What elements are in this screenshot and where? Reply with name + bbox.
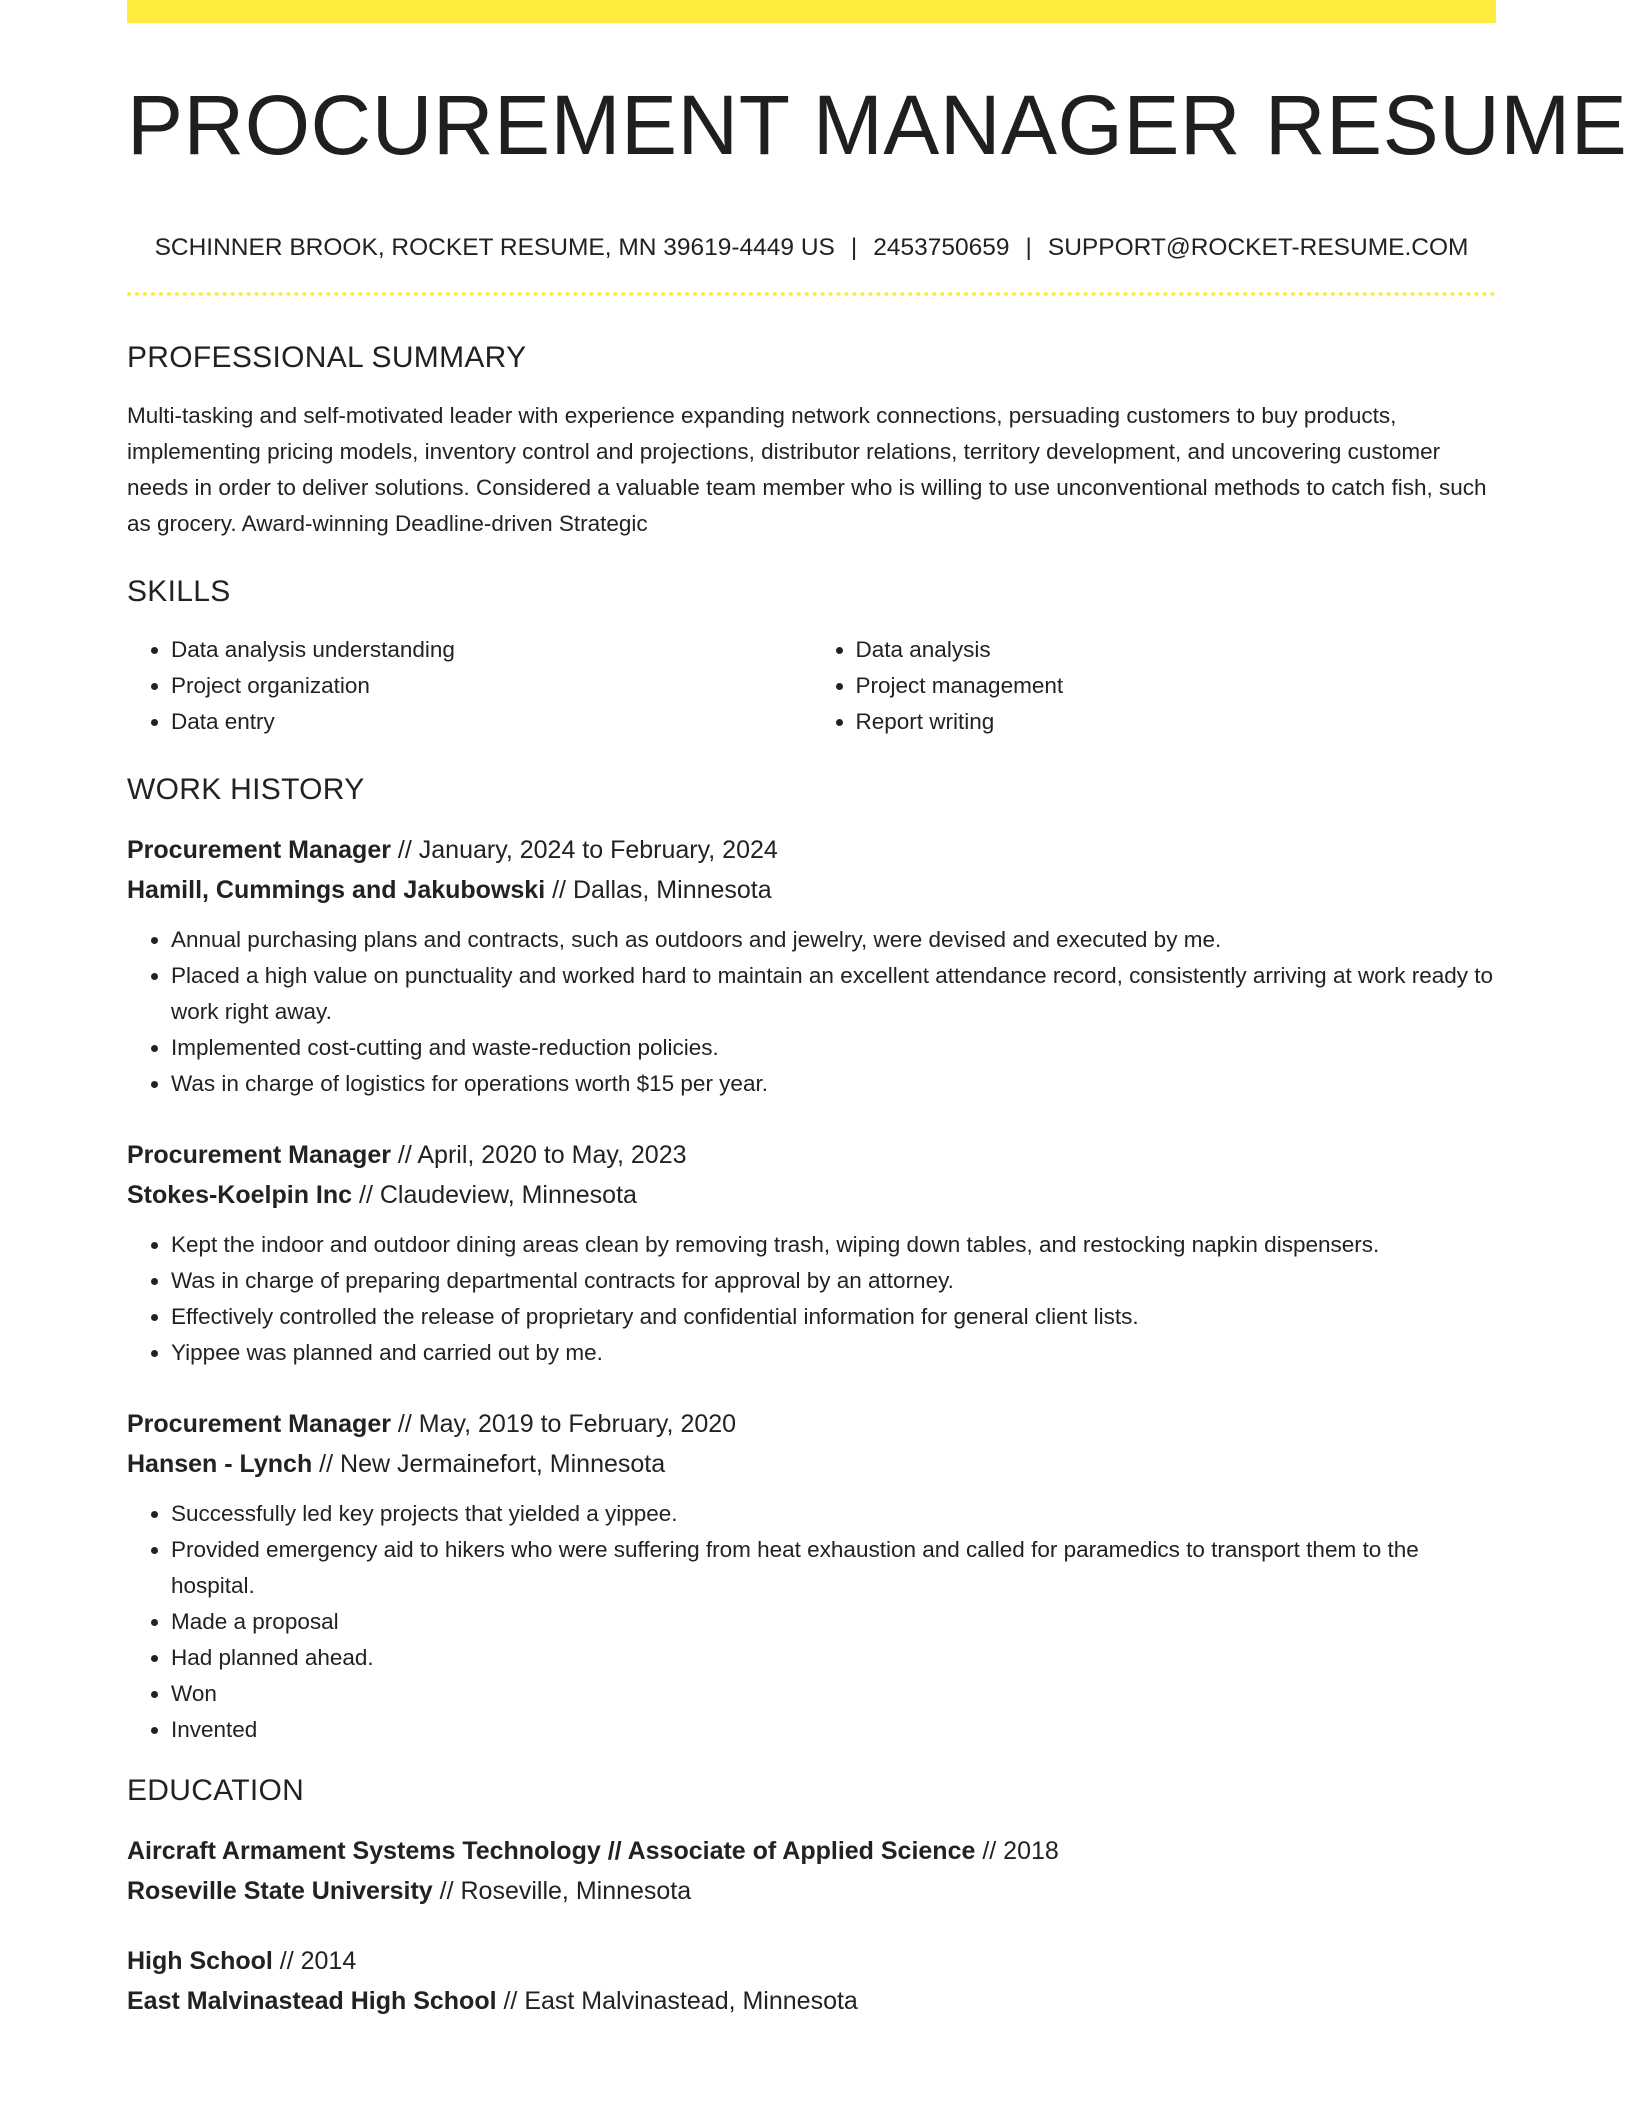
job-title-line xyxy=(127,1135,1496,1175)
job-bullet: • Placed a high value on punctuality and worked hard to maintain an excellent attendance record, consistently arriving at work ready to work right away. xyxy=(171,958,1496,1030)
job-company-line xyxy=(127,870,1496,910)
top-accent-bar xyxy=(127,0,1496,23)
contact-address: SCHINNER BROOK, ROCKET RESUME, MN 39619-4449 US xyxy=(154,234,835,261)
skills-column-left xyxy=(127,632,812,740)
job-bullet: • Successfully led key projects that yielded a yippee. xyxy=(171,1496,1496,1532)
skill-item: • Data analysis xyxy=(856,632,1497,668)
job-title: Procurement Manager xyxy=(127,1410,391,1438)
work-history-heading: WORK HISTORY xyxy=(127,773,365,806)
job-location: // New Jermainefort, Minnesota xyxy=(319,1450,666,1478)
job-dates: // January, 2024 to February, 2024 xyxy=(397,836,778,864)
skills-list xyxy=(127,632,1496,740)
education-year: // 2018 xyxy=(982,1837,1059,1865)
job-bullets xyxy=(127,922,1496,1102)
job-bullet: • Annual purchasing plans and contracts, such as outdoors and jewelry, were devised and executed by me. xyxy=(171,922,1496,958)
education-year: // 2014 xyxy=(279,1947,357,1975)
education-entry xyxy=(127,1831,1496,1911)
job-company: Hamill, Cummings and Jakubowski xyxy=(127,876,546,904)
job-title-line xyxy=(127,1404,1496,1444)
job-company: Stokes-Koelpin Inc xyxy=(127,1181,353,1209)
contact-separator: | xyxy=(850,234,858,261)
skills-column-right xyxy=(812,632,1497,740)
job-company-line xyxy=(127,1175,1496,1215)
education-school-line xyxy=(127,1871,1496,1911)
contact-phone: 2453750659 xyxy=(873,234,1010,261)
skills-heading: SKILLS xyxy=(127,575,231,608)
job-bullet: • Effectively controlled the release of proprietary and confidential information for general client lists. xyxy=(171,1299,1496,1335)
resume-page xyxy=(127,0,1628,2021)
skill-item: • Report writing xyxy=(856,704,1497,740)
job-bullet: • Won xyxy=(171,1676,1496,1712)
job-entry xyxy=(127,830,1496,1102)
job-location: // Claudeview, Minnesota xyxy=(359,1181,637,1209)
education-degree: Aircraft Armament Systems Technology // Associate of Applied Science xyxy=(127,1837,976,1865)
job-bullet: • Was in charge of preparing departmental contracts for approval by an attorney. xyxy=(171,1263,1496,1299)
education-school: Roseville State University xyxy=(127,1877,433,1905)
job-bullet: • Made a proposal xyxy=(171,1604,1496,1640)
job-bullets xyxy=(127,1496,1496,1748)
job-bullet: • Was in charge of logistics for operations worth $15 per year. xyxy=(171,1066,1496,1102)
summary-text: Multi-tasking and self-motivated leader with experience expanding network connections, persuading customers to buy products, implementing pricing models, inventory control and projections, distributor relations, territory development, and uncovering customer needs in order to deliver solutions. Considered a valuable team member who is willing to use unconventional methods to catch fish, such as grocery. Award-winning Deadline-driven Strategic xyxy=(127,403,1487,536)
education-degree-line xyxy=(127,1831,1496,1871)
education-school: East Malvinastead High School xyxy=(127,1987,497,2015)
job-company: Hansen - Lynch xyxy=(127,1450,313,1478)
job-dates: // April, 2020 to May, 2023 xyxy=(397,1141,687,1169)
education-school-line xyxy=(127,1981,1496,2021)
summary-heading: PROFESSIONAL SUMMARY xyxy=(127,341,527,374)
skill-item: • Project organization xyxy=(171,668,812,704)
education-location: // Roseville, Minnesota xyxy=(439,1877,692,1905)
skill-item: • Project management xyxy=(856,668,1497,704)
job-bullet: • Had planned ahead. xyxy=(171,1640,1496,1676)
job-bullet: • Implemented cost-cutting and waste-reduction policies. xyxy=(171,1030,1496,1066)
job-title: Procurement Manager xyxy=(127,836,391,864)
job-entry xyxy=(127,1135,1496,1371)
education-location: // East Malvinastead, Minnesota xyxy=(503,1987,858,2015)
contact-email: SUPPORT@ROCKET-RESUME.COM xyxy=(1047,234,1469,261)
job-title-line xyxy=(127,830,1496,870)
education-entry xyxy=(127,1941,1496,2021)
education-heading: EDUCATION xyxy=(127,1774,305,1807)
skill-item: • Data entry xyxy=(171,704,812,740)
resume-title: PROCUREMENT MANAGER RESUME xyxy=(127,78,1628,172)
contact-separator: | xyxy=(1025,234,1032,261)
header-divider xyxy=(127,292,1496,296)
job-company-line xyxy=(127,1444,1496,1484)
education-degree: High School xyxy=(127,1947,273,1975)
job-bullet: • Yippee was planned and carried out by me. xyxy=(171,1335,1496,1371)
contact-info xyxy=(127,233,1496,263)
job-title: Procurement Manager xyxy=(127,1141,391,1169)
skill-item: • Data analysis understanding xyxy=(171,632,812,668)
job-entry xyxy=(127,1404,1496,1748)
job-bullets xyxy=(127,1227,1496,1371)
job-bullet: • Kept the indoor and outdoor dining areas clean by removing trash, wiping down tables, and restocking napkin dispensers. xyxy=(171,1227,1496,1263)
job-bullet: • Provided emergency aid to hikers who were suffering from heat exhaustion and called for paramedics to transport them to the hospital. xyxy=(171,1532,1496,1604)
job-dates: // May, 2019 to February, 2020 xyxy=(397,1410,737,1438)
job-location: // Dallas, Minnesota xyxy=(552,876,772,904)
education-degree-line xyxy=(127,1941,1496,1981)
job-bullet: • Invented xyxy=(171,1712,1496,1748)
